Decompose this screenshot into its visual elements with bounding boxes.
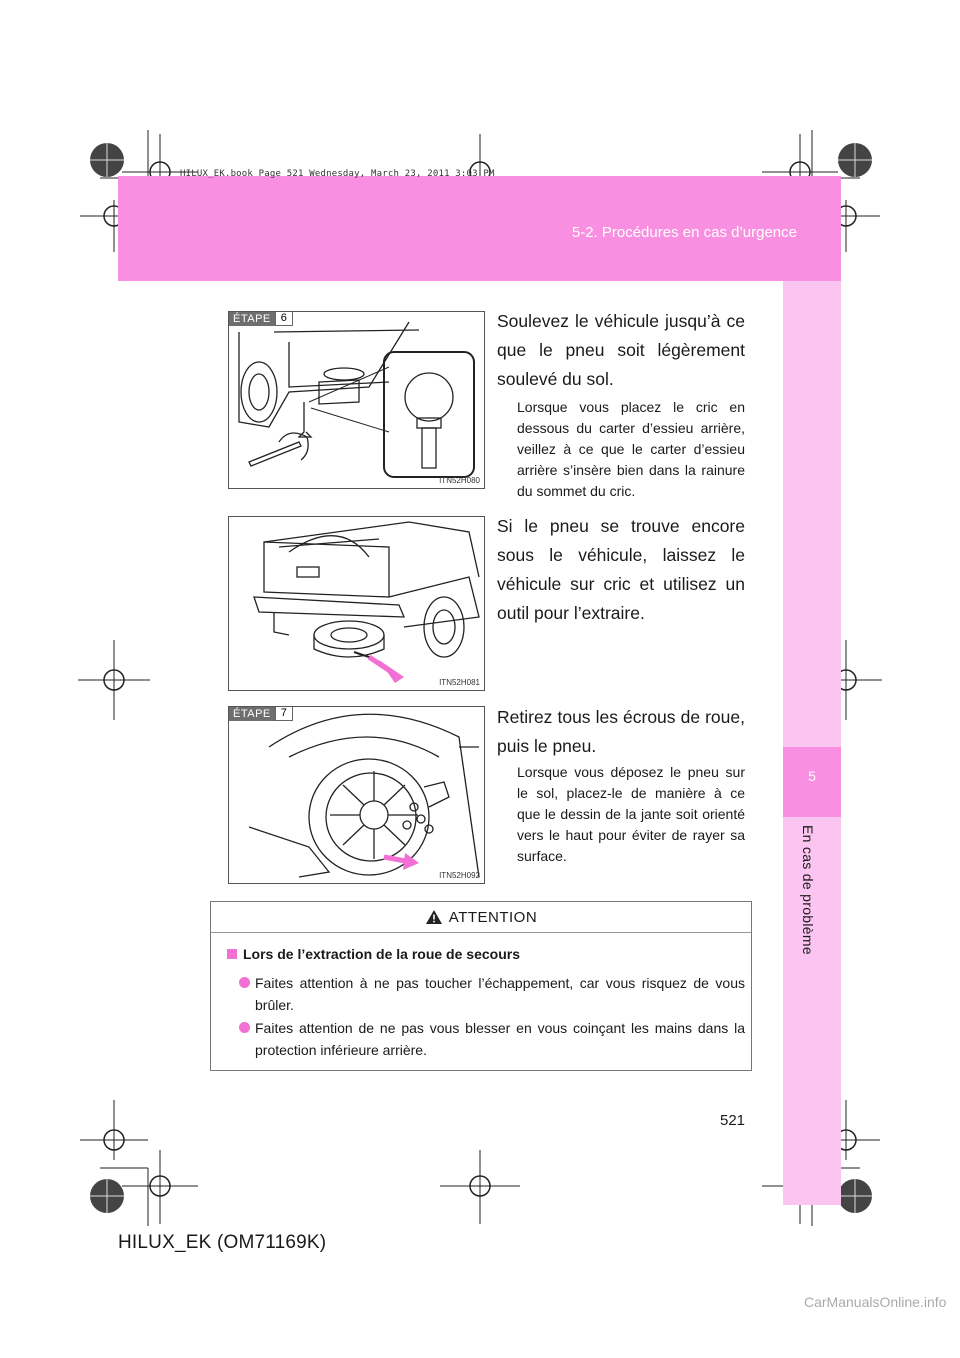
step-badge-6: ÉTAPE 6 xyxy=(229,312,293,326)
step-badge-7: ÉTAPE 7 xyxy=(229,707,293,721)
figure-code: ITN52H080 xyxy=(439,476,480,485)
model-code: HILUX_EK (OM71169K) xyxy=(118,1232,327,1253)
jack-lift-illustration xyxy=(229,312,484,488)
page-number: 521 xyxy=(720,1112,746,1129)
spare-tire-illustration xyxy=(229,517,484,690)
step-6-note: Lorsque vous placez le cric en dessous du carter d’essieu arrière, veillez à ce que le carter d’essieu arrière s’insère bien dans la rainure du sommet du cric. xyxy=(517,399,745,499)
figure-code: ITN52H092 xyxy=(439,871,480,880)
step-7-note: Lorsque vous déposez le pneu sur le sol, placez-le de manière à ce que le dessin de la jante soit orienté vers le haut pour éviter de rayer sa surface. xyxy=(517,764,745,864)
step-6-instruction: Soulevez le véhicule jusqu’à ce que le pneu soit légèrement soulevé du sol. xyxy=(497,311,745,389)
circle-bullet-icon xyxy=(239,977,250,988)
section-title: 5-2. Procédures en cas d’urgence xyxy=(571,224,797,241)
attention-heading: ATTENTION xyxy=(448,908,538,926)
chapter-title-vertical xyxy=(800,825,822,1015)
attention-title: Lors de l’extraction de la roue de secours xyxy=(227,946,520,962)
square-bullet-icon xyxy=(227,949,237,959)
figure-remove-wheel xyxy=(228,706,485,884)
chapter-title: En cas de problème xyxy=(800,825,816,955)
step-7-instruction: Retirez tous les écrous de roue, puis le pneu. xyxy=(497,707,745,756)
figure-code: ITN52H081 xyxy=(439,678,480,687)
warning-icon xyxy=(425,909,443,925)
watermark: CarManualsOnline.info xyxy=(804,1294,947,1310)
section-header-bar xyxy=(118,176,841,281)
remove-wheel-illustration xyxy=(229,707,484,883)
circle-bullet-icon xyxy=(239,1022,250,1033)
attention-header xyxy=(211,902,751,933)
figure-spare-tire-extraction xyxy=(228,516,485,691)
spare-tire-instruction: Si le pneu se trouve encore sous le véhicule, laissez le véhicule sur cric et utilisez un outil pour l’extraire. xyxy=(497,516,745,623)
side-tab-strip xyxy=(783,281,841,1205)
chapter-number: 5 xyxy=(808,768,816,784)
attention-item: Faites attention à ne pas toucher l’échappement, car vous risquez de vous brûler. xyxy=(241,972,745,1016)
book-print-info: HILUX_EK.book Page 521 Wednesday, March 23, 2011 3:03 PM xyxy=(180,169,495,179)
attention-item: Faites attention de ne pas vous blesser en vous coinçant les mains dans la protection inférieure arrière. xyxy=(241,1017,745,1061)
attention-box xyxy=(210,901,752,1071)
figure-jack-lift xyxy=(228,311,485,489)
